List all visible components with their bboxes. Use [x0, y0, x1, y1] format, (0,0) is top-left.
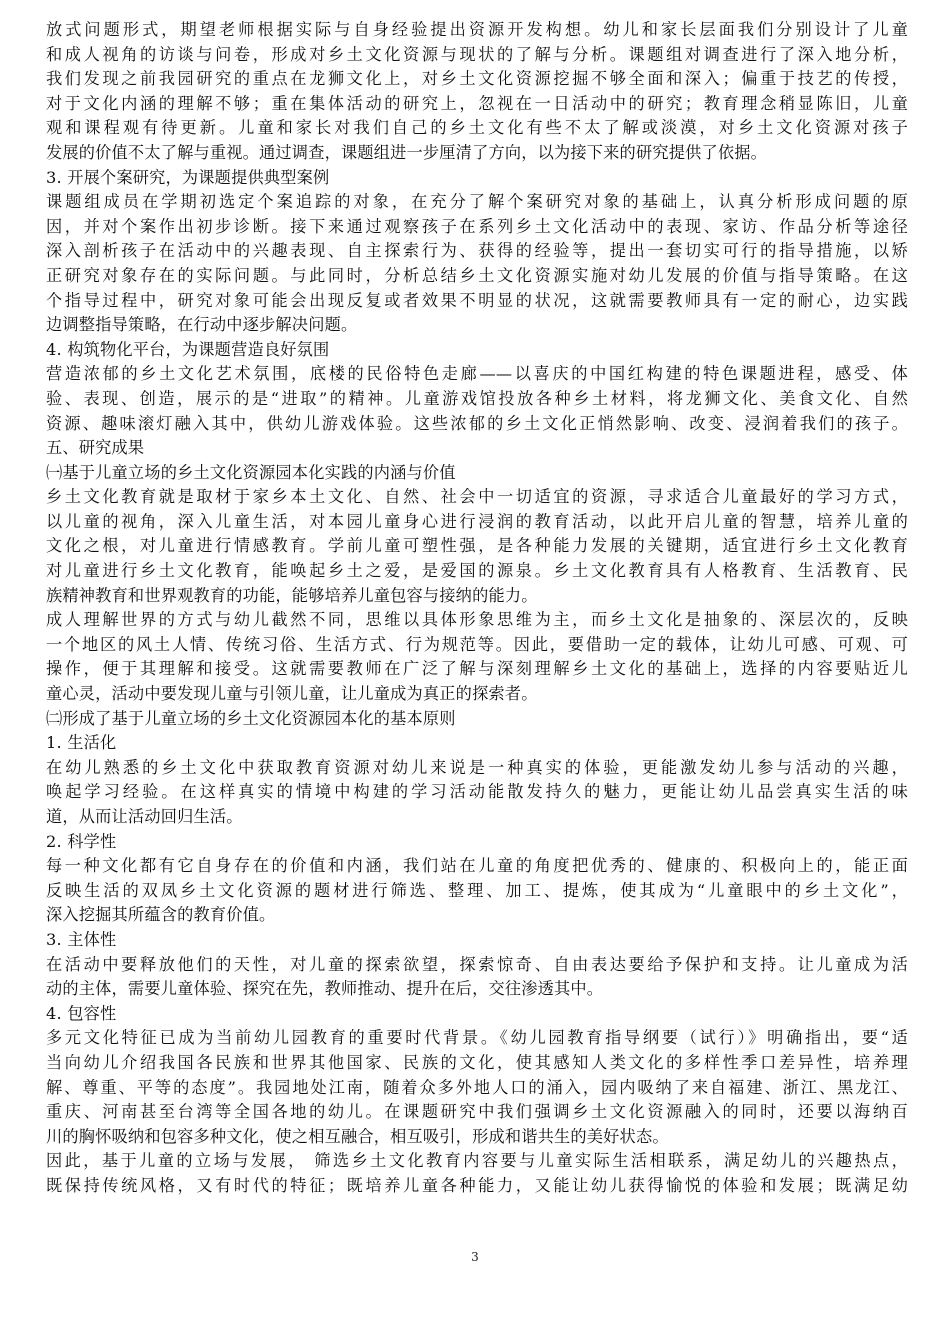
text-line: 正研究对象存在的实际问题。与此同时，分析总结乡土文化资源实施对幼儿发展的价值与指导策略。在这: [46, 265, 908, 285]
section-heading: ㈡形成了基于儿童立场的乡土文化资源园本化的基本原则: [46, 708, 456, 728]
section-heading: 3. 开展个案研究，为课题提供典型案例: [46, 167, 330, 187]
text-line: 既保持传统风格，又有时代的特征；既培养儿童各种能力，又能让幼儿获得愉悦的体验和发展；既满足幼: [46, 1175, 908, 1195]
text-line: 在幼儿熟悉的乡土文化中获取教育资源对幼儿来说是一种真实的体验，更能激发幼儿参与活动的兴趣，: [46, 757, 908, 777]
section-heading: 2. 科学性: [46, 831, 117, 851]
section-heading: 五、研究成果: [46, 438, 145, 458]
text-line: 因，并对个案作出初步诊断。接下来通过观察孩子在系列乡土文化活动中的表现、家访、作品分析等途径: [46, 216, 908, 236]
text-line: 营造浓郁的乡土文化艺术氛围，底楼的民俗特色走廊——以喜庆的中国红构建的特色课题进程，感受、体: [46, 364, 908, 384]
text-line: 童心灵，活动中要发现儿童与引领儿童，让儿童成为真正的探索者。: [46, 684, 538, 704]
text-line: 资源、趣味滚灯融入其中，供幼儿游戏体验。这些浓郁的乡土文化正悄然影响、改变、浸润着我们的孩子。: [46, 413, 908, 433]
text-line: 个指导过程中，研究对象可能会出现反复或者效果不明显的状况，这就需要教师具有一定的耐心，边实践: [46, 290, 908, 310]
text-line: 文化之根，对儿童进行情感教育。学前儿童可塑性强，是各种能力发展的关键期，适宜进行乡土文化教育: [46, 536, 908, 556]
text-line: 深入挖掘其所蕴含的教育价值。: [46, 905, 276, 925]
text-line: 和成人视角的访谈与问卷，形成对乡土文化资源与现状的了解与分析。课题组对调查进行了深入地分析，: [46, 44, 908, 64]
text-line: 当向幼儿介绍我国各民族和世界其他国家、民族的文化，使其感知人类文化的多样性季口差异性，培养理: [46, 1052, 908, 1072]
text-line: 成人理解世界的方式与幼儿截然不同，思维以具体形象思维为主，而乡土文化是抽象的、深层次的，反映: [46, 610, 908, 630]
section-heading: 3. 主体性: [46, 929, 117, 949]
page-number: 3: [471, 1250, 479, 1264]
text-line: 课题组成员在学期初选定个案追踪的对象，在充分了解个案研究对象的基础上，认真分析形成问题的原: [46, 192, 908, 212]
text-line: 乡土文化教育就是取材于家乡本土文化、自然、社会中一切适宜的资源，寻求适合儿童最好的学习方式，: [46, 487, 908, 507]
document-body: [46, 18, 908, 1199]
text-line: 重庆、河南甚至台湾等全国各地的幼儿。在课题研究中我们强调乡土文化资源融入的同时，还要以海纳百: [46, 1102, 908, 1122]
text-line: 边调整指导策略，在行动中逐步解决问题。: [46, 315, 358, 335]
text-line: 一个地区的风土人情、传统习俗、生活方式、行为规范等。因此，要借助一定的载体，让幼儿可感、可观、可: [46, 634, 908, 654]
text-line: 动的主体，需要儿童体验、探究在先，教师推动、提升在后，交往渗透其中。: [46, 979, 604, 999]
text-line: 解、尊重、平等的态度”。我园地处江南，随着众多外地人口的涌入，园内吸纳了来自福建、浙江、黑龙江、: [46, 1077, 908, 1097]
text-line: 观和课程观有待更新。儿童和家长对我们自己的乡土文化有些不太了解或淡漠，对乡土文化资源对孩子: [46, 118, 908, 138]
text-line: 川的胸怀吸纳和包容多种文化，使之相互融合，相互吸引，形成和谐共生的美好状态。: [46, 1126, 669, 1146]
text-line: 多元文化特征已成为当前幼儿园教育的重要时代背景。《幼儿园教育指导纲要（试行）》明确指出，要“适: [46, 1028, 908, 1048]
text-line: 因此，基于儿童的立场与发展， 筛选乡土文化教育内容要与儿童实际生活相联系，满足幼儿的兴趣热点，: [46, 1151, 908, 1171]
text-line: 对儿童进行乡土文化教育，能唤起乡土之爱，是爱国的源泉。乡土文化教育具有人格教育、生活教育、民: [46, 561, 908, 581]
text-line: 族精神教育和世界观教育的功能，能够培养儿童包容与接纳的能力。: [46, 585, 538, 605]
text-line: 我们发现之前我园研究的重点在龙狮文化上，对乡土文化资源挖掘不够全面和深入；偏重于技艺的传授，: [46, 69, 908, 89]
text-line: 每一种文化都有它自身存在的价值和内涵，我们站在儿童的角度把优秀的、健康的、积极向上的，能正面: [46, 856, 908, 876]
text-line: 发展的价值不太了解与重视。通过调查，课题组进一步厘清了方向，以为接下来的研究提供了依据。: [46, 142, 768, 162]
section-heading: 4. 包容性: [46, 1003, 117, 1023]
text-line: 操作，便于其理解和接受。这就需要教师在广泛了解与深刻理解乡土文化的基础上，选择的内容要贴近儿: [46, 659, 908, 679]
text-line: 道，从而让活动回归生活。: [46, 807, 243, 826]
text-line: 以儿童的视角，深入儿童生活，对本园儿童身心进行浸润的教育活动，以此开启儿童的智慧，培养儿童的: [46, 511, 908, 531]
section-heading: 1. 生活化: [46, 733, 117, 753]
text-line: 反映生活的双凤乡土文化资源的题材进行筛选、整理、加工、提炼，使其成为“儿童眼中的乡土文化”，: [46, 880, 908, 900]
section-heading: ㈠基于儿童立场的乡土文化资源园本化实践的内涵与价值: [46, 462, 456, 482]
text-line: 深入剖析孩子在活动中的兴趣表现、自主探索行为、获得的经验等，提出一套切实可行的指导措施，以矫: [46, 241, 908, 261]
text-line: 在活动中要释放他们的天性，对儿童的探索欲望，探索惊奇、自由表达要给予保护和支持。让儿童成为活: [46, 954, 908, 974]
text-line: 验、表现、创造，展示的是“进取”的精神。儿童游戏馆投放各种乡土材料，将龙狮文化、美食文化、自然: [46, 388, 908, 408]
text-line: 对于文化内涵的理解不够；重在集体活动的研究上，忽视在一日活动中的研究；教育理念稍显陈旧，儿童: [46, 93, 908, 113]
section-heading: 4. 构筑物化平台，为课题营造良好氛围: [46, 339, 330, 359]
text-line: 唤起学习经验。在这样真实的情境中构建的学习活动能散发持久的魅力，更能让幼儿品尝真实生活的味: [46, 782, 908, 802]
text-line: 放式问题形式，期望老师根据实际与自身经验提出资源开发构想。幼儿和家长层面我们分别设计了儿童: [46, 20, 908, 39]
